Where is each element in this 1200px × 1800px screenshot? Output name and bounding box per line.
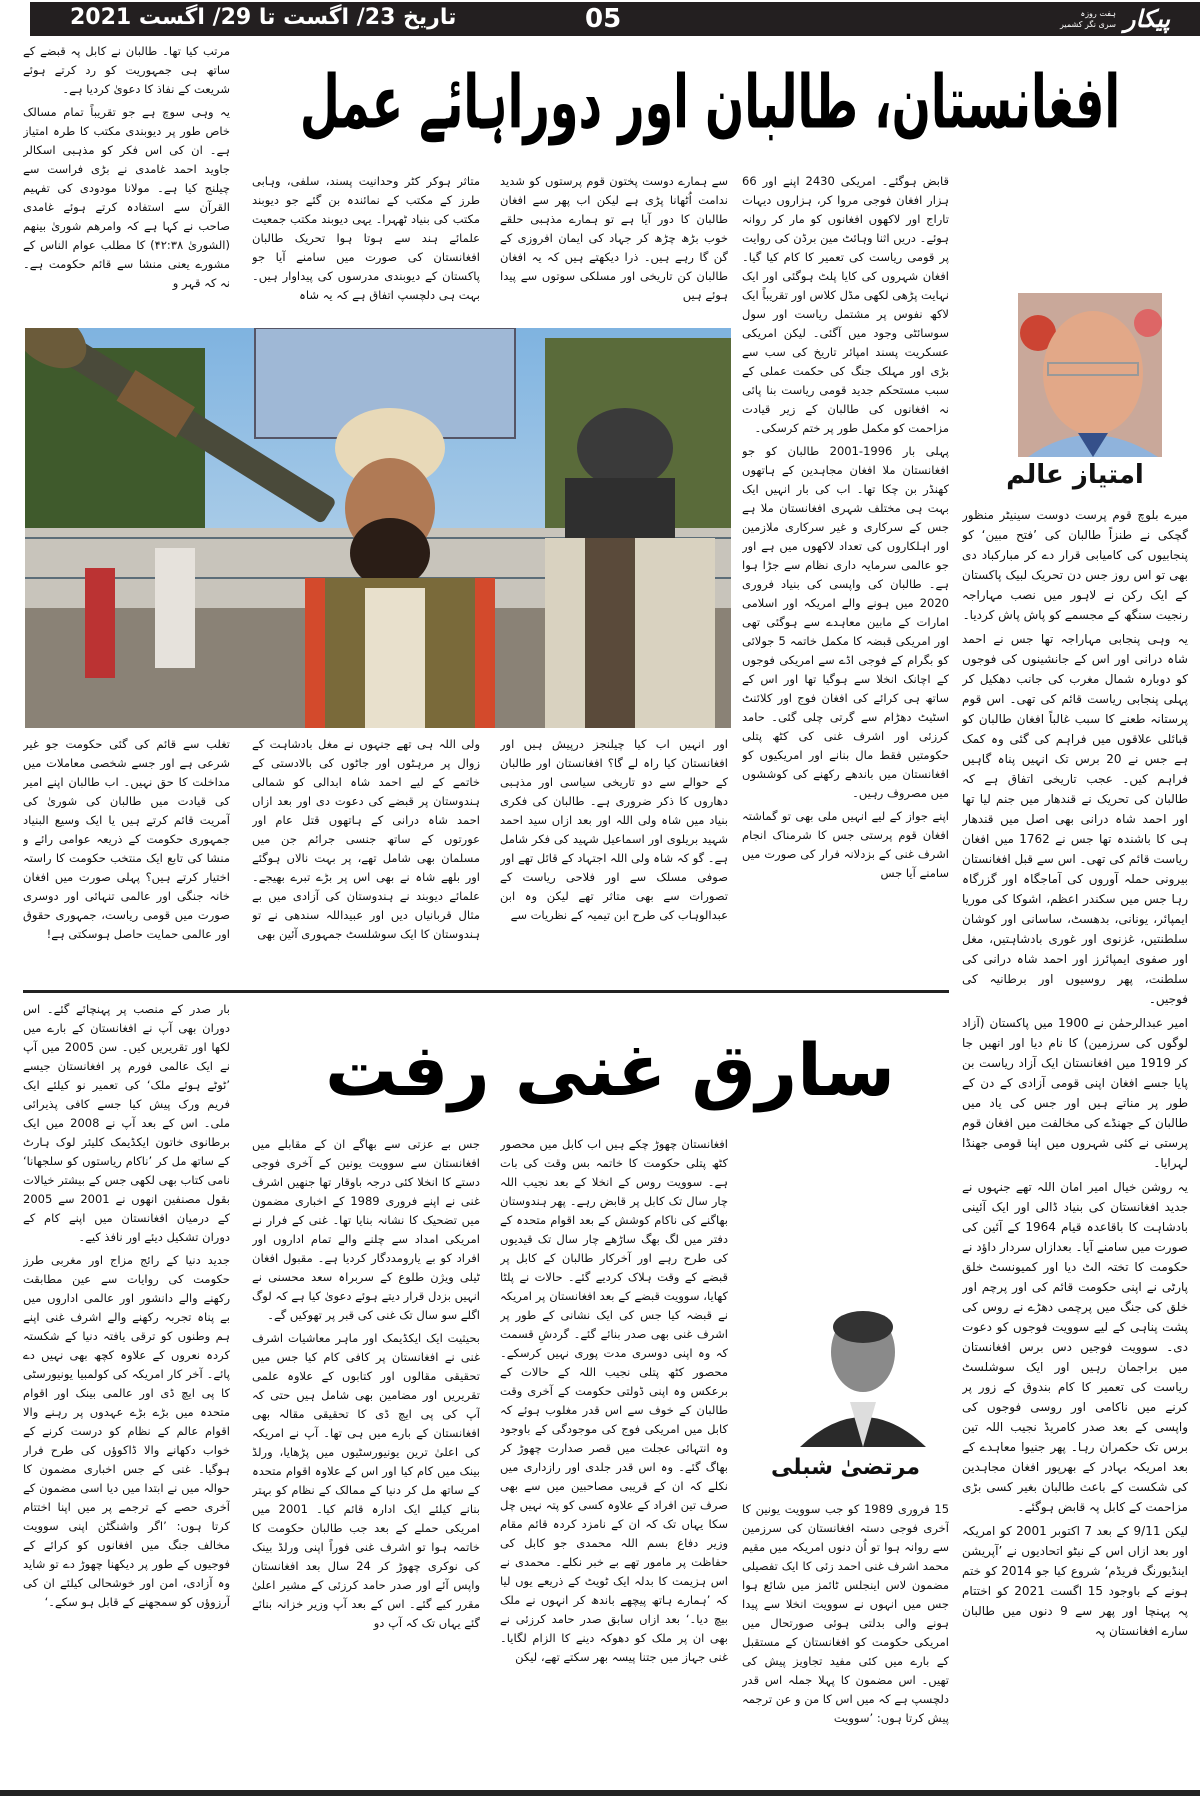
paragraph: پہلی بار 1996-2001 طالبان کو جو افغانستان ملا افغان مجاہدین کے ہاتھوں کھنڈر بن چکا تھا۔ اب کی بار انہیں ایک بہت ہی مختلف شہری افغانستان ملا ہے جس کے سرکاری و غیر سرکاری ملازمین اور اہلکاروں کی تعداد لاکھوں میں ہے اور جو عالمی سرمایہ داری نظام سے جڑا ہوا ہے۔ طالبان کی واپسی کی بنیاد فروری 2020 میں ہونے والے امریکہ اور اسلامی امارات کے مابین معاہدے سے ہوگئی تھی اور امریکی قبضہ کا مکمل خاتمہ 5 جولائی کو بگرام کے فوجی اڈے سے امریکی فوجوں کے اچانک انخلا سے ہوگیا تھا اور اس کے ساتھ ہی کرائے کی افغان فوج اور کلائنٹ اسٹیٹ دھڑام سے گرتی چلی گئی۔ حامد کرزئی اور اشرف غنی کی کٹھ پتلی حکومتیں فقط مال بنانے اور امریکیوں کو افغانستان میں باندھے رکھنے کی کوششوں میں مصروف رہیں۔ [742,444,949,800]
logo-tagline: ہفت روزہ [1080,9,1116,18]
paragraph: بار صدر کے منصب پر پہنچائے گئے۔ اس دوران بھی آپ نے افغانستان کے بارے میں لکھا اور تقریریں کیں۔ سن 2005 میں آپ نے ایک عالمی فورم پر افغانستان جیسے ’ٹوٹے ہوئے ملک‘ کی تعمیر نو کیلئے ایک فریم ورک پیش کیا جسے کافی پذیرائی ملی۔ اس کے بعد آپ نے 2008 میں ایک برطانوی خاتون ایکڈیمک کلیئر لوک ہارٹ کے ساتھ مل کر ’ناکام ریاستوں کو سلجھانا‘ نامی کتاب بھی لکھی جس کے بیشتر خیالات بقول مصنفین انھوں نے 2001 سے 2005 کے درمیان افغانستان میں اپنے کام کے دوران تشکیل دیئے اور نافذ کیے۔ [23,1002,230,1244]
paragraph: متاثر ہوکر کٹر وحدانیت پسند، سلفی، وہابی طرز کے مکتب کے نمائندہ بن گئے جو دیوبند مکتب کی بنیاد ٹھہرا۔ یہی دیوبند مکتب جمعیت علمائے ہند سے ہوتا ہوا تحریک طالبان افغانستان کی صورت میں سامنے آیا جو پاکستان کے دیوبندی مدرسوں کی پیداوار ہیں۔ بہت ہی دلچسپ اتفاق ہے کہ یہ شاہ [252,174,480,302]
article-column [742,172,949,985]
paragraph: جس بے عزتی سے بھاگے ان کے مقابلے میں افغانستان سے سوویت یونین کے آخری فوجی دستے کا انخلا کئی درجہ باوقار تھا جنھیں اشرف غنی نے اپنے فروری 1989 کے اخباری مضمون میں تضحیک کا نشانہ بنایا تھا۔ غنی کے فرار نے امریکی امداد سے چلنے والے تمام اداروں اور افراد کو بے یارومددگار کردیا ہے۔ مقبول افغان ٹیلی ویژن طلوع کے سربراہ سعد محسنی نے انہیں بزدل قرار دیتے ہوئے دعویٰ کیا ہے کہ لوگ اگلے سو سال تک غنی کی قبر پر تھوکیں گے۔ [252,1137,480,1322]
author-portrait [1018,293,1162,457]
paragraph: میرے بلوچ قوم پرست دوست سینیٹر منظور گچکی نے طنزاً طالبان کی ’فتح مبین‘ کو پنجابیوں کی کامیابی قرار دے کر مبارکباد دی بھی تو اس روز جس دن تحریک لبیک پاکستان کے ایک رکن نے لاہور میں نصب مہاراجہ رنجیت سنگھ کے مجسمے کو پاش پاش کردیا۔ [962,508,1188,622]
taliban-fighter-photo [25,328,731,728]
paragraph: ولی اللہ ہی تھے جنہوں نے مغل بادشاہت کے زوال پر مرہٹوں اور جاٹوں کی بالادستی کے خاتمے کے لیے احمد شاہ ابدالی کو شمالی ہندوستان پر قبضے کی دعوت دی اور بعد ازاں احمد شاہ درانی کے ہاتھوں قتل عام اور عورتوں کے ساتھ جنسی جرائم جن میں مسلمان بھی شامل تھے، پر بہت نالاں ہوگئے اور بلھے شاہ نے بھی اس پر بڑے تبرے بھیجے۔ علمائے دیوبند نے ہندوستان کی آزادی میں بے مثال قربانیاں دیں اور عبیداللہ سندھی نے تو ہندوستان کا ایک سوشلسٹ جمہوری آئین بھی [252,737,480,941]
issue-date: تاریخ 23/ اگست تا 29/ اگست 2021 [70,5,457,30]
article-column [500,735,728,985]
newspaper-logo [1060,2,1170,36]
photo-illustration [25,328,731,728]
paragraph: سے ہمارے دوست پختون قوم پرستوں کو شدید ندامت اُٹھانا پڑی ہے لیکن اب پھر سے افغان طالبان کا دور آیا ہے تو ہمارے مذہبی حلقے خوب بڑھ چڑھ کر جہاد کی ایمان افروزی کے گن گا رہے ہیں۔ ذرا دیکھتے ہیں کہ یہ افغان طالبان کن تاریخی اور مسلکی سوتوں سے پیدا ہوئے ہیں [500,174,728,302]
page-number: 05 [585,4,622,34]
paragraph: بحیثیت ایک ایکڈیمک اور ماہر معاشیات اشرف غنی نے افغانستان پر کافی کام کیا جس میں تحقیقی مقالوں اور کتابوں کے علاوہ علمی تقریریں اور مضامین بھی شامل ہیں حتی کہ آپ کی پی ایچ ڈی کا تحقیقی مقالہ بھی افغانستان کے بارے میں ہی تھا۔ آپ نے امریکہ کی اعلیٰ ترین یونیورسٹیوں میں پڑھایا، ورلڈ بینک میں کام کیا اور اس کے علاوہ اقوام متحدہ کے ساتھ مل کر دنیا کے ممالک کے نظام کو بہتر بنانے کیلئے ایک ادارہ قائم کیا۔ 2001 میں امریکی حملے کے بعد جب طالبان حکومت کا خاتمہ ہوا تو اشرف غنی فوراً اپنی ورلڈ بینک کی نوکری چھوڑ کر 24 سال بعد افغانستان واپس آئے اور صدر حامد کرزئی کے مشیر اعلیٰ مقرر کیے گئے۔ اس کے بعد آپ وزیر خزانہ بنائے گئے یہاں تک کہ آپ دو [252,1331,480,1630]
article-column [500,1135,728,1780]
author-column [962,505,1188,1780]
paragraph: یہ وہی سوچ ہے جو تقریباً تمام مسالک خاص طور پر دیوبندی مکتب کا طرہ امتیاز ہے۔ ان کی اس فکر کو مذہبی اسکالر جاوید احمد غامدی نے بڑی فراست سے چیلنج کیا ہے۔ مولانا مودودی کی تفہیم القرآن سے استفادہ کرتے ہوئے غامدی صاحب نے کہا ہے کہ وامرھم شوریٰ بینھم (الشوریٰ ۴۲:۳۸) کا مطلب عوام الناس کے مشورے یعنی منشا سے قائم حکومت ہے۔ نہ کہ قہر و [23,105,230,290]
paragraph: امیر عبدالرحمٰن نے 1900 میں پاکستان (آزاد لوگوں کی سرزمین) کا نام دیا اور انھیں جا کر 1919 میں افغانستان ایک آزاد ریاست بن پایا جسے افغان اپنی قومی آزادی کے دن کے طور پر مناتے ہیں اور جس کی یاد میں طالبان کے جھنڈے کی مخالفت میں افغان قوم پرستی نے کئی شہروں میں اپنا قومی جھنڈا لہرایا۔ [962,1016,1188,1170]
paragraph: اور انہیں اب کیا چیلنجز درپیش ہیں اور افغانستان کیا راہ لے گا؟ افغانستان اور طالبان کے حوالے سے دو تاریخی سیاسی اور مذہبی دھاروں کا ذکر ضروری ہے۔ طالبان کی فکری بنیاد میں شاہ ولی اللہ اور بعد ازاں سید احمد شہید بریلوی اور اسماعیل شہید کی فکر شامل ہے۔ گو کہ شاہ ولی اللہ اجتہاد کے قائل تھے اور صوفی مسلک سے اور فلاحی ریاست کے تصورات سے بھی متاثر تھے لیکن وہ ابن عبدالوہاب کی طرح ابن تیمیہ کے نظریات سے [500,737,728,922]
paragraph: لیکن 9/11 کے بعد 7 اکتوبر 2001 کو امریکہ اور بعد ازاں اس کے نیٹو اتحادیوں نے ’آپریشن اینڈیورنگ فریڈم‘ شروع کیا جو 2014 کو ختم ہونے کے باوجود 15 اگست 2021 کو اختتام پہ پہنچا اور پھر سے 9 دنوں میں طالبان سارے افغانستان پہ [962,1524,1188,1638]
author-name: مرتضیٰ شبلی [770,1455,920,1480]
author-name: امتیاز عالم [1006,460,1144,490]
logo-text: پیکار [1123,5,1170,33]
paragraph: یہ وہی پنجابی مہاراجہ تھا جس نے احمد شاہ درانی اور اس کے جانشینوں کی فوجوں کو دوبارہ شمال مغرب کی جانب دھکیل کر پہلی پنجابی ریاست قائم کی تھی۔ اس قوم پرستانہ طعنے کا سبب غالباً افغان طالبان کو قبائلی علاقوں میں فراہم کی گئی وہ کمک ہے جس نے 20 برس تک انہیں پناہ گاہیں فراہم کیں۔ عجب تاریخی اتفاق ہے کہ طالبان کی تحریک نے قندھار میں جنم لیا تھا اور احمد شاہ درانی بھی اصل میں قندھار ہی کا باشندہ تھا جس نے 1762 میں افغان ریاست قائم کی تھی۔ اس سے قبل افغانستان بیرونی حملہ آوروں کی آماجگاہ اور گزرگاہ رہا جس میں سکندر اعظم، اشوکا کی موریا ایمپائر، یونانی، بدھسٹ، ساسانی اور کوشان سلطنتیں، غزنوی اور غوری بادشاہتیں، مغل اور صفوی ایمپائرز اور احمد شاہ درانی کی سلطنت، پھر روسیوں اور برطانیہ کی فوجیں۔ [962,632,1188,1006]
page-header-bar [30,2,1200,36]
paragraph: افغانستان چھوڑ چکے ہیں اب کابل میں محصور کٹھ پتلی حکومت کا خاتمہ بس وقت کی بات ہے۔ سوویت روس کے انخلا کے بعد نجیب اللہ چار سال تک کابل پر قابض رہے۔ پھر ہندوستان بھاگنے کی ناکام کوشش کے بعد اقوام متحدہ کے دفتر میں لگ بھگ ساڑھے چار سال تک قیدیوں کی طرح رہے اور آخرکار طالبان کے کابل پر قبضے کے وقت ہلاک کردیے گئے۔ حالات نے پلٹا کھایا، سوویت قبضے کے بعد افغانستان پر امریکہ نے قبضہ کیا جس کی ایک نشانی کے طور پر اشرف غنی بھی صدر بنائے گئے۔ گردشِ قسمت کہ وہ اپنی دوسری مدت پوری نہیں کرسکے۔ محصور کٹھ پتلی نجیب اللہ کے حالات کے برعکس وہ اپنی ڈولتی حکومت کے آخری وقت طالبان کے خوف سے اس قدر مغلوب ہوئے کہ کابل میں امریکی فوج کی موجودگی کے باوجود وہ انتہائی عجلت میں قصر صدارت چھوڑ کر بھاگ گئے۔ وہ اس قدر جلدی اور رازداری میں نکلے کہ ان کے قریبی مصاحبین میں سے بھی صرف تین افراد کے علاوہ کسی کو پتہ نہیں چل سکا یہاں تک کہ ان کے نامزد کردہ قائم مقام وزیر دفاع بسم اللہ محمدی جو کابل کی حفاظت پر مامور تھے بے خبر نکلے۔ محمدی نے اس ہزیمت کا بدلہ ایک ٹویٹ کے ذریعے یوں لیا کہ ’ہمارے ہاتھ پیچھے باندھ کر انہوں نے ملک بیچ دیا۔‘ بعد ازاں سابق صدر حامد کرزئی نے بھی ان پر ملک کو دھوکہ دینے کا الزام لگایا۔ غنی جہاز میں جتنا پیسہ بھر سکتے تھے، لیکن [500,1137,728,1664]
author-portrait [800,1297,926,1447]
article-column [252,172,480,326]
section-divider [23,990,949,993]
paragraph: تغلب سے قائم کی گئی حکومت جو غیر شرعی ہے اور جسے شخصی معاملات میں مداخلت کا حق نہیں۔ اب طالبان اپنے امیر کی قیادت میں طالبان کی شوریٰ کی آمریت قائم کرتے ہیں یا ایک وسیع البنیاد جمہوری حکومت کے ذریعہ عوامی رائے و منشا کی تابع ایک منتخب حکومت کا راستہ اختیار کرتے ہیں؟ پہلی صورت میں افغان خانہ جنگی اور عالمی تنہائی اور دوسری صورت میں قومی ریاست، جمہوری حقوق اور عالمی حمایت حاصل ہوسکتی ہے! [23,737,230,941]
logo-city: سری نگر کشمیر [1060,20,1116,29]
article-column [500,172,728,326]
author-photo-imtiaz-alam [1018,293,1162,457]
paragraph: جدید دنیا کے رائج مزاج اور مغربی طرز حکومت کی روایات سے عین مطابقت رکھنے والے دانشور اور عالمی اداروں میں بے پناہ تجربہ رکھنے والے اشرف غنی اپنے ہم وطنوں کو ترقی یافتہ دنیا کے شکستہ کردہ نعروں کے علاوہ کچھ بھی نہیں دے پائے۔ آخر کار امریکہ کی کولمبیا یونیورسٹی کا پی ایچ ڈی اور عالمی بینک اور اقوام متحدہ میں بڑے بڑے عہدوں پر رہنے والا اقوام عالم کے نظام کو درست کرنے کے خواب دکھانے والا ڈاکوؤں کی طرح فرار ہوگیا۔ غنی کے جس اخباری مضمون کا حوالہ میں نے ابتدا میں دیا اسی مضمون کے آخری حصے کے ترجمے پر میں اپنا اختتام کرتا ہوں: ’اگر واشنگٹن اپنی سوویت مخالف جنگ میں افغانوں کو کرائے کے فوجیوں کے طور پر دیکھنا چھوڑ دے تو شاید وہ آزادی، امن اور خوشحالی کیلئے ان کی آرزوؤں کو سمجھنے کے قابل ہو سکے۔‘ [23,1253,230,1609]
author-photo-murtaza-shibli [800,1297,926,1447]
article-column [23,735,230,985]
article-column [23,1000,230,1780]
paragraph: اپنے جواز کے لیے انہیں ملی بھی تو گماشتہ افغان قوم پرستی جس کا شرمناک انجام اشرف غنی کے بزدلانہ فرار کی صورت میں سامنے آیا جس [742,809,949,880]
article-headline: افغانستان، طالبان اور دوراہائے عمل [299,58,1121,146]
article-column [23,42,230,326]
logo-meta [1060,8,1116,30]
paragraph: مرتب کیا تھا۔ طالبان نے کابل پہ قبضے کے ساتھ ہی جمہوریت کو رد کرتے ہوئے شریعت کے نفاذ کا دعویٰ کردیا ہے۔ [23,44,230,96]
paragraph: قابض ہوگئے۔ امریکی 2430 اپنے اور 66 ہزار افغان فوجی مروا کر، ہزاروں دیہات تاراج اور لاکھوں افغانوں کو مار کر روانہ ہوئے۔ دریں اثنا وہائٹ مین برڈن کی روایت پر قومی ریاست کی تعمیر کا کام کیا گیا۔ افغان شہروں کی کایا پلٹ ہوگئی اور ایک نہایت پڑھی لکھی مڈل کلاس اور تقریباً ایک لاکھ نفوس پر مشتمل ریاست اور سول سوسائٹی وجود میں آگئی۔ لیکن امریکی عسکریت پسند امپائر تاریخ کی سب سے بڑی اور مہلک جنگ کی حکمت عملی کے سبب مستحکم جدید قومی ریاست بنا پائی نہ افغانوں کی طالبان کے زیر قیادت مزاحمت کو مکمل طور پر ختم کرسکی۔ [742,174,949,435]
page-bottom-rule [0,1790,1200,1796]
article-column [742,1500,949,1780]
paragraph: یہ روشن خیال امیر امان اللہ تھے جنہوں نے جدید افغانستان کی بنیاد ڈالی اور ایک آئینی بادشاہت کا باقاعدہ قیام 1964 کے آئین کی صورت میں سامنے آیا۔ بعدازاں سردار داؤد نے حکومت کا تختہ الٹ دیا اور کمیونسٹ خلق پارٹی نے اپنی حکومت قائم کی اور پرچم اور خلق کی جنگ میں پرچمی دھڑے نے روس کی پشت پناہی کے لیے سوویت فوجوں کو دعوت دی۔ سوویت فوجیں دس برس افغانستان میں براجمان رہیں اور ایک سوشلسٹ ریاست کی تعمیر کا کام بندوق کے زور پر کرنے میں ناکامی اور روسی فوجوں کی واپسی کے بعد صدر کامریڈ نجیب اللہ تین برس تک حکمران رہا۔ پھر جنیوا معاہدے کے بعد امریکہ بہادر کے بھرپور افغان مجاہدین کی شکست کے باعث طالبان بغیر کسی بڑی مزاحمت کے کابل پہ قابض ہوگئے۔ [962,1180,1188,1514]
article-column [252,1135,480,1780]
article-headline: سارق غنی رفت [324,1028,896,1112]
article-column [252,735,480,985]
paragraph: 15 فروری 1989 کو جب سوویت یونین کا آخری فوجی دستہ افغانستان کی سرزمین سے روانہ ہوا تو اُن دنوں امریکہ میں مقیم محمد اشرف غنی احمد زئی کا ایک تفصیلی مضمون لاس اینجلس ٹائمز میں شائع ہوا جس میں انہوں نے سوویت انخلا سے پیدا ہونے والی بدلتی ہوئی صورتحال میں امریکی حکومت کو افغانستان کے مستقبل کے بارے میں کئی مفید تجاویز پیش کی تھیں۔ اس مضمون کا پہلا جملہ اس قدر دلچسپ ہے کہ میں اس کا من و عن ترجمہ پیش کرتا ہوں: ’سوویت [742,1502,949,1725]
